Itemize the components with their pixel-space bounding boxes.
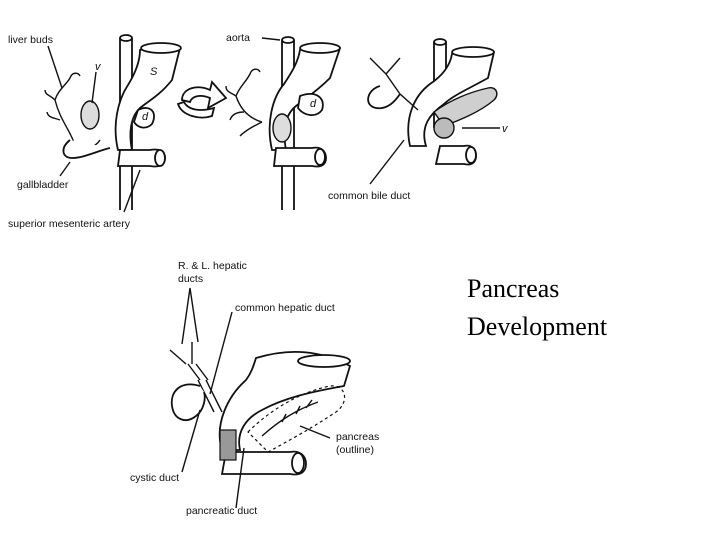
label-pancreatic-duct: pancreatic duct — [186, 505, 258, 517]
stomach-opening-3 — [452, 47, 494, 57]
leader-common-hepatic — [210, 312, 232, 394]
label-pancreas-2: (outline) — [336, 444, 374, 456]
rotation-arrow-head — [182, 82, 226, 108]
gallbladder-1 — [63, 140, 110, 158]
gallbladder-4 — [172, 384, 205, 420]
label-common-hepatic-duct: common hepatic duct — [235, 302, 335, 314]
label-d-1: d — [142, 111, 149, 123]
label-rl-hepatic-1: R. & L. hepatic — [178, 260, 247, 272]
label-d-2: d — [310, 98, 317, 110]
leader-v1 — [92, 72, 96, 103]
leader-pancreas — [300, 426, 330, 438]
duodenal-papilla — [220, 430, 236, 460]
label-common-bile-duct: common bile duct — [328, 190, 411, 202]
gallbladder-3 — [368, 86, 400, 108]
liver-buds-2 — [226, 69, 262, 136]
leader-common-bile-duct — [370, 140, 404, 184]
vessel-top-2 — [282, 37, 294, 43]
label-cystic-duct: cystic duct — [130, 472, 180, 484]
ventral-pancreas-3 — [434, 118, 454, 138]
slide-title-line-1: Pancreas — [467, 274, 560, 303]
ventral-bud-1 — [81, 101, 99, 129]
gut-opening-3 — [466, 147, 476, 163]
panel-3-fusion — [328, 39, 509, 202]
vessel-top-1 — [120, 35, 132, 41]
label-v-2: v — [502, 123, 508, 135]
stomach-opening-2 — [300, 43, 340, 53]
stomach-opening-4 — [298, 355, 350, 367]
gut-opening-2 — [315, 149, 325, 165]
ventral-bud-2 — [273, 114, 291, 142]
label-gallbladder: gallbladder — [17, 179, 69, 191]
rl-hepatic-ducts — [170, 342, 208, 380]
label-rl-hepatic-2: ducts — [178, 273, 204, 285]
label-aorta: aorta — [226, 32, 250, 44]
leader-liver-buds — [48, 46, 62, 88]
gut-opening-4 — [292, 453, 304, 473]
panel-1-early-buds — [8, 34, 181, 230]
stomach-1 — [116, 46, 180, 150]
stomach-opening-1 — [141, 43, 181, 53]
leader-aorta — [262, 38, 280, 40]
panel-2-rotation — [226, 32, 340, 210]
leader-rl-hepatic — [182, 288, 198, 344]
vessel-top-3 — [434, 39, 446, 45]
slide-title-line-2: Development — [467, 312, 608, 341]
label-pancreas-1: pancreas — [336, 431, 380, 443]
leader-gallbladder — [60, 162, 70, 176]
label-sma: superior mesenteric artery — [8, 218, 130, 230]
label-v-1: v — [95, 61, 101, 73]
rotation-arrow — [178, 82, 226, 118]
label-s: S — [150, 66, 158, 78]
panel-4-mature — [130, 260, 379, 517]
label-liver-buds: liver buds — [8, 34, 53, 46]
gut-opening-1 — [155, 150, 165, 166]
